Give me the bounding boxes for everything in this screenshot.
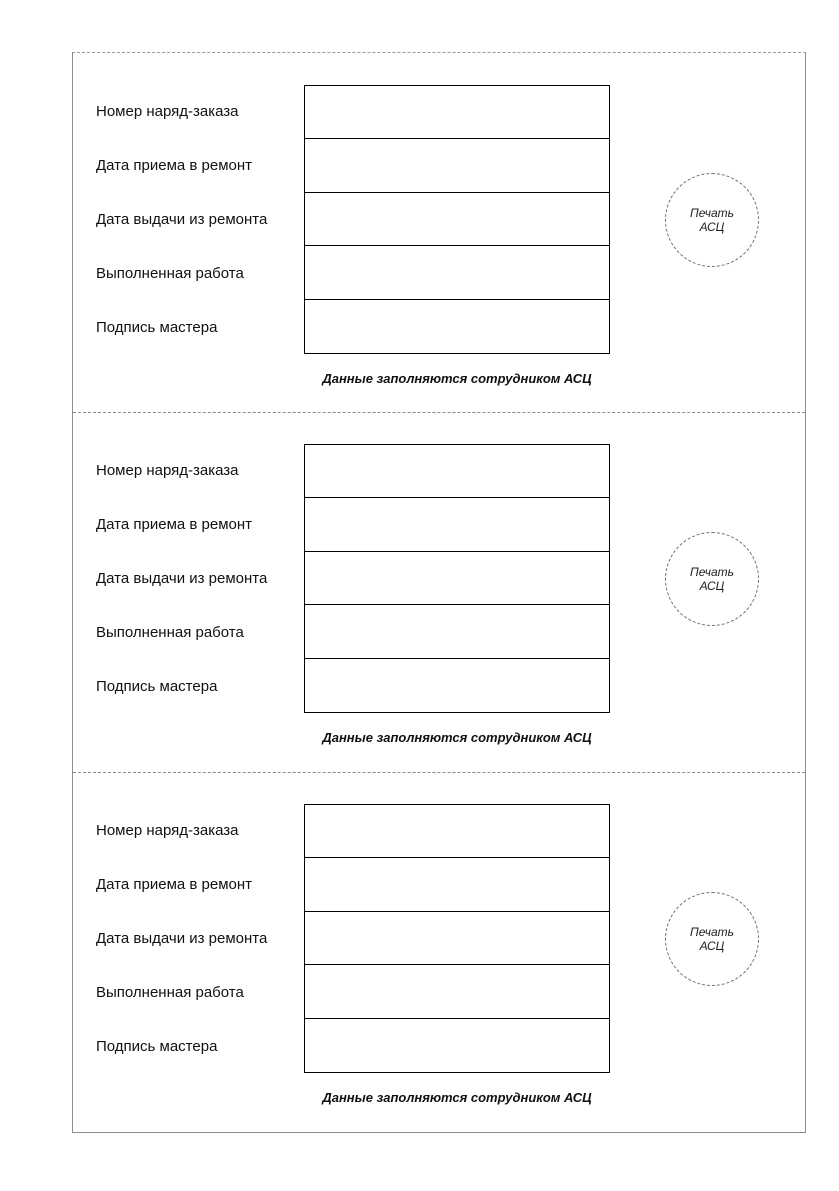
work-done-label: Выполненная работа [96,265,244,282]
repair-coupon-3 [73,772,805,1131]
technician-signature-field[interactable] [305,300,609,353]
work-done-label: Выполненная работа [96,624,244,641]
order-number-field[interactable] [305,445,609,498]
stamp-label [690,565,734,593]
field-labels [96,85,306,355]
work-done-field[interactable] [305,246,609,299]
order-number-label: Номер наряд-заказа [96,822,239,839]
stamp-label-line1: Печать [690,206,734,220]
stamp-label [690,206,734,234]
stamp-label-line2: АСЦ [699,939,725,953]
stamp-label-line1: Печать [690,925,734,939]
technician-signature-label: Подпись мастера [96,678,218,695]
technician-signature-field[interactable] [305,659,609,712]
fill-note: Данные заполняются сотрудником АСЦ [322,1090,592,1105]
return-date-field[interactable] [305,552,609,605]
field-table [304,804,610,1073]
intake-date-field[interactable] [305,498,609,551]
order-number-field[interactable] [305,805,609,858]
field-labels [96,444,306,714]
return-date-label: Дата выдачи из ремонта [96,930,268,947]
work-done-label: Выполненная работа [96,984,244,1001]
field-table [304,444,610,713]
stamp-label-line2: АСЦ [699,220,725,234]
return-date-field[interactable] [305,912,609,965]
intake-date-label: Дата приема в ремонт [96,516,253,533]
order-number-label: Номер наряд-заказа [96,462,239,479]
stamp-label-line1: Печать [690,565,734,579]
stamp-placeholder [665,173,759,267]
stamp-label [690,925,734,953]
fill-note: Данные заполняются сотрудником АСЦ [322,371,592,386]
work-done-field[interactable] [305,605,609,658]
stamp-placeholder [665,532,759,626]
stamp-placeholder [665,892,759,986]
fill-note: Данные заполняются сотрудником АСЦ [322,730,592,745]
intake-date-label: Дата приема в ремонт [96,876,253,893]
technician-signature-field[interactable] [305,1019,609,1072]
intake-date-field[interactable] [305,858,609,911]
repair-coupon-2 [73,412,805,771]
return-date-label: Дата выдачи из ремонта [96,211,268,228]
technician-signature-label: Подпись мастера [96,319,218,336]
stamp-label-line2: АСЦ [699,579,725,593]
field-table [304,85,610,354]
order-number-field[interactable] [305,86,609,139]
return-date-label: Дата выдачи из ремонта [96,570,268,587]
intake-date-field[interactable] [305,139,609,192]
intake-date-label: Дата приема в ремонт [96,157,253,174]
technician-signature-label: Подпись мастера [96,1038,218,1055]
work-done-field[interactable] [305,965,609,1018]
order-number-label: Номер наряд-заказа [96,103,239,120]
repair-coupon-1 [73,53,805,412]
field-labels [96,804,306,1074]
return-date-field[interactable] [305,193,609,246]
warranty-coupon-sheet [72,52,806,1133]
